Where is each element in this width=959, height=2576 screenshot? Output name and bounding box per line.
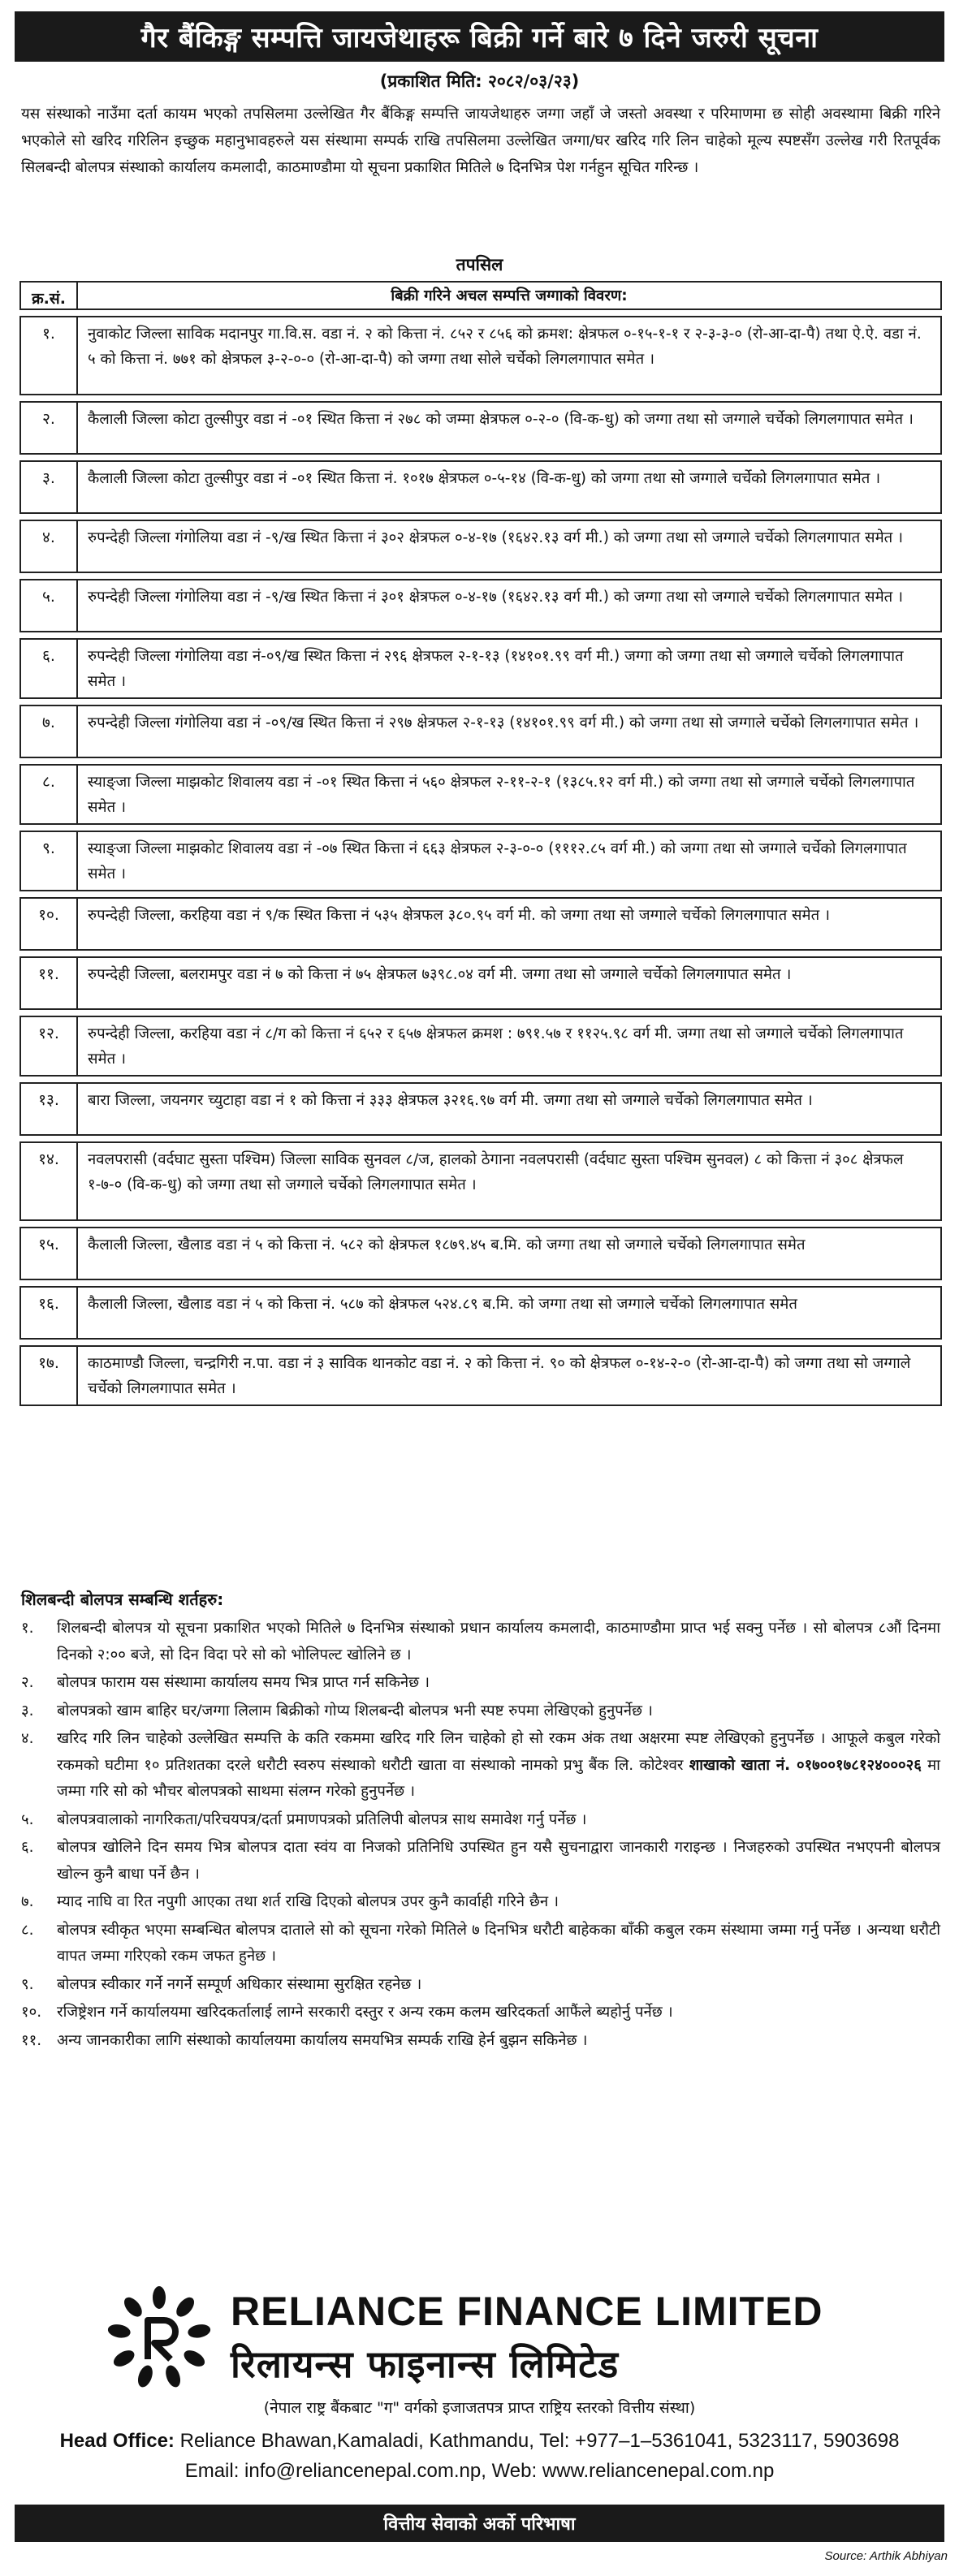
row-description: कैलाली जिल्ला, खैलाड वडा नं ५ को कित्ता नं. ५८७ को क्षेत्रफल ५२४.८९ ब.मि. को जग्गा तथा सो जग्गाले चर्चेको लिगलगापात समेत: [88, 1296, 797, 1313]
schedule-caption: तपसिल: [456, 255, 503, 274]
deposit-account-number: शाखाको खाता नं. ०१७००१७८१२४०००२६: [689, 1756, 922, 1774]
table-row: [19, 1141, 942, 1221]
condition-item: [21, 2000, 940, 2026]
conditions-list: [21, 1616, 940, 2056]
source-credit: Source: Arthik Abhiyan: [824, 2549, 948, 2563]
condition-text-part: मा जम्मा गरि सो को भौचर बोलपत्रको साथमा संलग्न गरेको हुनुपर्नेछ ।: [57, 1756, 940, 1800]
table-row: [19, 401, 942, 455]
row-description: नवलपरासी (वर्दघाट सुस्ता पश्चिम) जिल्ला साविक सुनवल ८/ज, हालको ठेगाना नवलपरासी (वर्दघाट सुस्ता पश्चिम सुनवल) ८ को कित्ता नं ३०८ क्षेत्रफल १-७-० (वि-क-धु) को जग्गा तथा सो जग्गाले चर्चेको लिगलगापात समेत ।: [88, 1151, 904, 1193]
row-description: कैलाली जिल्ला कोटा तुल्सीपुर वडा नं -०१ स्थित कित्ता नं. १०१७ क्षेत्रफल ०-५-१४ (वि-क-धु) को जग्गा तथा सो जग्गाले चर्चेको लिगलगापात समेत ।: [88, 470, 881, 487]
row-description: स्याङ्जा जिल्ला माझकोट शिवालय वडा नं -०१ स्थित कित्ता नं ५६० क्षेत्रफल २-११-२-१ (१३८५.१२ वर्ग मी.) को जग्गा तथा सो जग्गाले चर्चेको लिगलगापात समेत ।: [88, 774, 915, 816]
condition-number: ७.: [21, 1893, 34, 1910]
row-description: रुपन्देही जिल्ला गंगोलिया वडा नं -९/ख स्थित कित्ता नं ३०२ क्षेत्रफल ०-४-१७ (१६४२.१३ वर्ग मी.) को जग्गा तथा सो जग्गाले चर्चेको लिगलगापात समेत ।: [88, 529, 904, 546]
row-description: रुपन्देही जिल्ला, करहिया वडा नं ९/क स्थित कित्ता नं ५३५ क्षेत्रफल ३८०.९५ वर्ग मी. को जग्गा तथा सो जग्गाले चर्चेको लिगलगापात समेत ।: [88, 907, 831, 924]
row-description: काठमाण्डौ जिल्ला, चन्द्रगिरी न.पा. वडा नं ३ साविक थानकोट वडा नं. २ को कित्ता नं. ९० को क्षेत्रफल ०-१४-२-० (रो-आ-दा-पै) को जग्गा तथा सो जग्गाले चर्चेको लिगलगापात समेत ।: [88, 1355, 911, 1397]
row-serial: १०.: [21, 899, 78, 949]
condition-number: १०.: [21, 2004, 42, 2021]
conditions-title: शिलबन्दी बोलपत्र सम्बन्धि शर्तहरु:: [21, 1590, 224, 1609]
head-office: [0, 2427, 959, 2455]
row-serial: ९.: [21, 832, 78, 890]
condition-text: बोलपत्रवालाको नागरिकता/परिचयपत्र/दर्ता प्रमाणपत्रको प्रतिलिपी बोलपत्र साथ समावेश गर्नु पर्नेछ ।: [57, 1810, 587, 1828]
condition-text: बोलपत्र स्वीकृत भएमा सम्बन्धित बोलपत्र दाताले सो को सूचना गरेको मितिले ७ दिनभित्र धरौटी बाहेकका बाँकी कबुल रकम संस्थामा जम्मा गर्नु पर्नेछ । अन्यथा धरौटी वापत जम्मा गरिएको रकम जफत हुनेछ ।: [57, 1921, 940, 1965]
condition-number: १.: [21, 1620, 34, 1637]
notice-title: गैर बैंकिङ्ग सम्पत्ति जायजेथाहरू बिक्री गर्ने बारे ७ दिने जरुरी सूचना: [140, 22, 819, 54]
condition-number: ८.: [21, 1921, 34, 1939]
condition-text: अन्य जानकारीका लागि संस्थाको कार्यालयमा कार्यालय समयभित्र सम्पर्क राखि हेर्न बुझन सकिनेछ ।: [57, 2031, 588, 2049]
slogan: वित्तीय सेवाको अर्को परिभाषा: [383, 2514, 576, 2535]
published-date: (प्रकाशित मिति: २०८२/०३/२३): [379, 71, 580, 91]
table-row: [19, 1082, 942, 1136]
condition-item: [21, 1807, 940, 1834]
row-description: कैलाली जिल्ला कोटा तुल्सीपुर वडा नं -०१ स्थित कित्ता नं २७८ को जम्मा क्षेत्रफल ०-२-० (वि-क-धु) को जग्गा तथा सो जग्गाले चर्चेको लिगलगापात समेत ।: [88, 411, 914, 428]
condition-number: ११.: [21, 2031, 42, 2049]
row-description: रुपन्देही जिल्ला, बलरामपुर वडा नं ७ को कित्ता नं ७५ क्षेत्रफल ७३९८.०४ वर्ग मी. जग्गा तथा सो जग्गाले चर्चेको लिगलगापात समेत ।: [88, 966, 792, 983]
table-row: [19, 638, 942, 699]
company-name-en: RELIANCE FINANCE LIMITED: [231, 2289, 823, 2334]
slogan-banner: [15, 2505, 944, 2542]
contact-info: Email: info@reliancenepal.com.np, Web: www.reliancenepal.com.np: [184, 2460, 775, 2482]
row-serial: ६.: [21, 640, 78, 697]
row-serial: १३.: [21, 1084, 78, 1134]
company-name-np: रिलायन्स फाइनान्स लिमिटेड: [231, 2342, 620, 2386]
condition-item: [21, 2028, 940, 2055]
table-row: [19, 764, 942, 825]
row-description: रुपन्देही जिल्ला, करहिया वडा नं ८/ग को कित्ता नं ६५२ र ६५७ क्षेत्रफल क्रमश : ७९१.५७ र ११२५.९८ वर्ग मी. जग्गा तथा सो जग्गाले चर्चेको लिगलगापात समेत ।: [88, 1025, 904, 1068]
row-serial: ७.: [21, 706, 78, 757]
company-branding: [106, 2281, 877, 2395]
condition-number: ५.: [21, 1810, 34, 1828]
condition-text: बोलपत्र स्वीकार गर्ने नगर्ने सम्पूर्ण अधिकार संस्थामा सुरक्षित रहनेछ ।: [57, 1975, 422, 1993]
condition-text: शिलबन्दी बोलपत्र यो सूचना प्रकाशित भएको मितिले ७ दिनभित्र संस्थाको प्रधान कार्यालय कमलादी, काठमाण्डौमा प्राप्त भई सक्नु पर्नेछ । सो बोलपत्र ८औं दिनमा दिनको २:०० बजे, सो दिन विदा परे सो को भोलिपल्ट खोलिने छ ।: [57, 1620, 940, 1663]
row-serial: २.: [21, 403, 78, 453]
condition-number: ९.: [21, 1975, 34, 1993]
table-row: [19, 1345, 942, 1406]
row-description: कैलाली जिल्ला, खैलाड वडा नं ५ को कित्ता नं. ५८२ को क्षेत्रफल १८७९.४५ ब.मि. को जग्गा तथा सो जग्गाले चर्चेको लिगलगापात समेत: [88, 1236, 806, 1253]
row-serial: १२.: [21, 1017, 78, 1075]
row-serial: ४.: [21, 521, 78, 572]
property-table: [19, 281, 942, 1412]
condition-text: बोलपत्रको खाम बाहिर घर/जग्गा लिलाम बिक्रीको गोप्य शिलबन्दी बोलपत्र भनी स्पष्ट रुपमा लेखिएको हुनुपर्नेछ ।: [57, 1702, 653, 1719]
table-row: [19, 1016, 942, 1077]
row-description: बारा जिल्ला, जयनगर च्युटाहा वडा नं १ को कित्ता नं ३३३ क्षेत्रफल ३२१६.९७ वर्ग मी. जग्गा तथा सो जग्गाले चर्चेको लिगलगापात समेत ।: [88, 1092, 813, 1109]
license-note: (नेपाल राष्ट्र बैंकबाट "ग" वर्गको इजाजतपत्र प्राप्त राष्ट्रिय स्तरको वित्तीय संस्था): [263, 2399, 696, 2417]
row-serial: ११.: [21, 958, 78, 1008]
table-row: [19, 316, 942, 395]
row-serial: १.: [21, 317, 78, 394]
table-row: [19, 956, 942, 1010]
condition-text-part: खरिद गरि लिन चाहेको उल्लेखित सम्पत्ति के कति रकममा खरिद गरि लिन चाहेको हो सो रकम अंक तथा अक्षरमा स्पष्ट लेखिएको हुनुपर्नेछ । आफूले कबुल गरेको रकमको घटीमा १० प्रतिशतका दरले धरौटी स्वरुप संस्थाको धरौटी खाता वा संस्थाको नामको प्रभु बैंक लि. कोटेश्वर: [57, 1730, 940, 1774]
row-serial: ५.: [21, 580, 78, 631]
condition-number: ६.: [21, 1839, 34, 1856]
table-row: [19, 705, 942, 758]
condition-item: [21, 1616, 940, 1668]
row-description: रुपन्देही जिल्ला गंगोलिया वडा नं -९/ख स्थित कित्ता नं ३०१ क्षेत्रफल ०-४-१७ (१६४२.१३ वर्ग मी.) को जग्गा तथा सो जग्गाले चर्चेको लिगलगापात समेत ।: [88, 589, 904, 606]
condition-item: [21, 1698, 940, 1725]
condition-number: २.: [21, 1674, 34, 1691]
condition-item: [21, 1670, 940, 1697]
row-serial: १७.: [21, 1347, 78, 1405]
row-description: नुवाकोट जिल्ला साविक मदानपुर गा.वि.स. वडा नं. २ को कित्ता नं. ८५२ र ८५६ को क्रमश: क्षेत्रफल ०-१५-१-१ र २-३-३-० (रो-आ-दा-पै) तथा ऐ.ऐ. वडा नं. ५ को कित्ता नं. ७७१ को क्षेत्रफल ३-२-०-० (रो-आ-दा-पै) को जग्गा तथा सोले चर्चेको लिगलगापात समेत ।: [88, 326, 922, 368]
row-description: स्याङ्जा जिल्ला माझकोट शिवालय वडा नं -०७ स्थित कित्ता नं ६६३ क्षेत्रफल २-३-०-० (१११२.८५ वर्ग मी.) को जग्गा तथा सो जग्गाले चर्चेको लिगलगापात समेत ।: [88, 840, 907, 882]
table-row: [19, 831, 942, 891]
condition-item: [21, 1726, 940, 1806]
row-serial: १५.: [21, 1228, 78, 1279]
condition-text: बोलपत्र फाराम यस संस्थामा कार्यालय समय भित्र प्राप्त गर्न सकिनेछ ।: [57, 1674, 430, 1691]
condition-text: रजिष्ट्रेशन गर्ने कार्यालयमा खरिदकर्तालाई लाग्ने सरकारी दस्तुर र अन्य रकम कलम खरिदकर्ता आफैंले ब्यहोर्नु पर्नेछ ।: [57, 2004, 673, 2021]
intro-paragraph: यस संस्थाको नाउँमा दर्ता कायम भएको तपसिलमा उल्लेखित गैर बैंकिङ्ग सम्पत्ति जायजेथाहरु जग्गा जहाँ जे जस्तो अवस्था र परिमाणमा छ सोही अवस्थामा बिक्री गरिने भएकोले सो खरिद गरिलिन इच्छुक महानुभावहरुले यस संस्थामा सम्पर्क राखि तपसिलमा उल्लेखित जग्गा/घर खरिद गरि लिन चाहेको मूल्य स्पष्टसँग उल्लेख गरी रितपूर्वक सिलबन्दी बोलपत्र संस्थाको कार्यालय कमलादी, काठमाण्डौमा यो सूचना प्रकाशित मितिले ७ दिनभित्र पेश गर्नहुन सूचित गरिन्छ ।: [21, 106, 940, 176]
condition-number: ३.: [21, 1702, 34, 1719]
row-description: रुपन्देही जिल्ला गंगोलिया वडा नं -०९/ख स्थित कित्ता नं २९७ क्षेत्रफल २-१-१३ (१४१०१.९९ वर्ग मी.) को जग्गा तथा सो जग्गाले चर्चेको लिगलगापात समेत ।: [88, 714, 919, 731]
row-serial: १६.: [21, 1288, 78, 1338]
condition-item: [21, 1918, 940, 1970]
condition-item: [21, 1835, 940, 1888]
table-row: [19, 897, 942, 951]
table-row: [19, 520, 942, 573]
condition-item: [21, 1889, 940, 1916]
condition-text: बोलपत्र खोलिने दिन समय भित्र बोलपत्र दाता स्वंय वा निजको प्रतिनिधि उपस्थित हुन यसै सुचनाद्वारा जानकारी गराइन्छ । निजहरुको उपस्थित नभएपनी बोलपत्र खोल्न कुनै बाधा पर्ने छैन ।: [57, 1839, 940, 1883]
table-row: [19, 1227, 942, 1280]
head-office-label: Head Office:: [59, 2430, 175, 2452]
row-description: रुपन्देही जिल्ला गंगोलिया वडा नं-०९/ख स्थित कित्ता नं २९६ क्षेत्रफल २-१-१३ (१४१०१.९९ वर्ग मी.) जग्गा को जग्गा तथा सो जग्गाले चर्चेको लिगलगापात समेत ।: [88, 648, 904, 690]
condition-text: म्याद नाघि वा रित नपुगी आएका तथा शर्त राखि दिएको बोलपत्र उपर कुनै कार्वाही गरिने छैन ।: [57, 1893, 559, 1910]
col-desc-header: बिक्री गरिने अचल सम्पत्ति जग्गाको विवरण:: [391, 287, 628, 304]
table-header: [19, 281, 942, 310]
col-serial-header: क्र.सं.: [21, 283, 78, 309]
condition-text: [57, 1726, 940, 1806]
reliance-logo-icon: [106, 2285, 213, 2392]
notice-title-banner: [15, 11, 944, 62]
head-office-text: Reliance Bhawan,Kamaladi, Kathmandu, Tel: +977–1–5361041, 5323117, 5903698: [174, 2430, 900, 2452]
row-serial: ८.: [21, 766, 78, 823]
condition-item: [21, 1972, 940, 1999]
table-row: [19, 460, 942, 514]
row-serial: १४.: [21, 1143, 78, 1219]
table-row: [19, 1286, 942, 1340]
table-row: [19, 579, 942, 632]
condition-number: ४.: [21, 1730, 34, 1747]
row-serial: ३.: [21, 462, 78, 512]
